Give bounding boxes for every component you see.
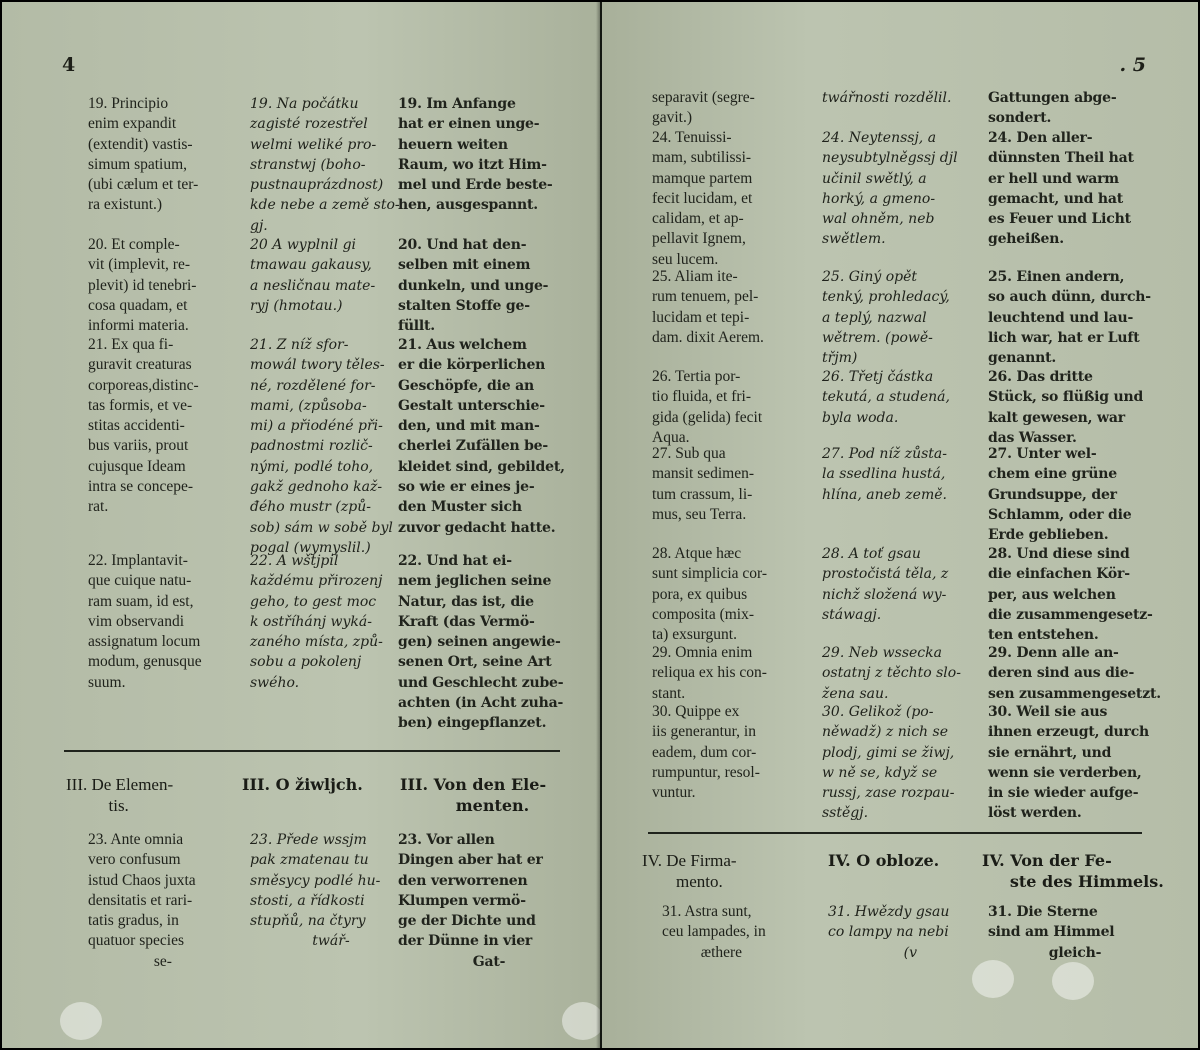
para-21-latin: 21. Ex qua fi- guravit creaturas corporeas,distinc- tas formis, et ve- stitas accidenti- bus variis, prout cujusque Ideam intra se concepe- rat.	[88, 336, 199, 516]
para-19-latin: 19. Principio enim expandit (extendit) vastis- simum spatium, (ubi cælum et ter- ra existunt.)	[88, 95, 199, 214]
para-30-german: 30. Weil sie aus ihnen erzeugt, durch sie ernährt, und wenn sie verderben, in sie wieder aufge- löst werden.	[988, 704, 1150, 822]
para-24-czech: 24. Neytenssj, a neysubtylněgssj djl učinil swětlý, a horký, a gmeno- wal ohněm, neb swětlem.	[822, 130, 958, 248]
book-spread	[2, 2, 1198, 1048]
para-26-latin: 26. Tertia por- tio fluida, et fri- gida (gelida) fecit Aqua.	[652, 368, 763, 446]
para-30-latin: 30. Quippe ex iis generantur, in eadem, dum cor- rumpuntur, resol- vuntur.	[652, 703, 760, 802]
heading-4-latin: IV. De Firma- mento.	[642, 851, 737, 891]
para-19-german: 19. Im Anfange hat er einen unge- heuern weiten Raum, wo itzt Him- mel und Erde beste- hen, ausgespannt.	[398, 96, 553, 214]
para-19-czech: 19. Na počátku zagisté rozestřel welmi weliké pro- stranstwj (boho- pustnauprázdnost) kde nebe a země sto- gj.	[250, 96, 400, 234]
para-24-german: 24. Den aller- dünnsten Theil hat er hell und warm gemacht, und hat es Feuer und Licht geheißen.	[988, 130, 1134, 248]
para-27-latin: 27. Sub qua mansit sedimen- tum crassum, li- mus, seu Terra.	[652, 445, 755, 523]
para-27-czech: 27. Pod níž zůsta- la ssedlina hustá, hlína, aneb země.	[822, 446, 948, 503]
para-25-german: 25. Einen andern, so auch dünn, durch- leuchtend und lau- lich war, hat er Luft genannt.	[988, 269, 1151, 367]
para-31-german: 31. Die Sterne sind am Himmel gleich-	[988, 904, 1115, 961]
para-28-german: 28. Und diese sind die einfachen Kör- per, aus welchen die zusammengesetz- ten entstehen.	[988, 546, 1153, 644]
left-page	[2, 2, 600, 1048]
heading-4-czech: IV. O obloze.	[828, 851, 940, 870]
para-23-czech: 23. Přede wssjm pak zmatenau tu směsycy podlé hu- stosti, a řídkosti stupňů, na čtyry twář-	[250, 832, 381, 950]
para-22-german: 22. Und hat ei- nem jeglichen seine Natur, das ist, die Kraft (das Vermö- gen) seinen angewie- senen Ort, seine Art und Geschlecht zube- achten (in Acht zuha- ben) eingepflanzet.	[398, 553, 564, 732]
para-21-german: 21. Aus welchem er die körperlichen Geschöpfe, die an Gestalt unterschie- den, und mit man- cherlei Zufällen be- kleidet sind, gebildet, so wie er eines je- den Muster sich zuvor gedacht hatte.	[398, 337, 565, 536]
paper-blemish	[562, 1002, 600, 1040]
para-31-czech: 31. Hwězdy gsau co lampy na nebi (v	[828, 904, 950, 961]
right-page	[602, 2, 1198, 1048]
para-23-cont-german: Gattungen abge- sondert.	[988, 90, 1117, 127]
para-28-latin: 28. Atque hæc sunt simplicia cor- pora, ex quibus composita (mix- ta) exsurgunt.	[652, 545, 768, 644]
para-25-latin: 25. Aliam ite- rum tenuem, pel- lucidam et tepi- dam. dixit Aerem.	[652, 268, 764, 346]
para-27-german: 27. Unter wel- chem eine grüne Grundsuppe, der Schlamm, oder die Erde geblieben.	[988, 446, 1132, 544]
para-23-cont-czech: twářnosti rozdělil.	[822, 90, 952, 106]
para-31-latin: 31. Astra sunt, ceu lampades, in æthere	[662, 903, 766, 961]
heading-4-german: IV. Von der Fe- ste des Himmels.	[982, 851, 1164, 891]
section-divider	[648, 832, 1142, 834]
para-26-german: 26. Das dritte Stück, so flüßig und kalt gewesen, war das Wasser.	[988, 369, 1144, 446]
para-22-latin: 22. Implantavit- que cuique natu- ram suam, id est, vim observandi assignatum locum modum, genusque suum.	[88, 552, 202, 691]
para-21-czech: 21. Z níž sfor- mowál twory těles- né, rozdělené for- mami, (způsoba- mi) a přiodéné při- padnostmi rozlič- nými, podlé toho, gakž gednoho kaž- đého mustr (způ- sob) sám w sobě byl pogal (wymyslil.)	[250, 337, 393, 556]
para-23-latin: 23. Ante omnia vero confusum istud Chaos juxta densitatis et rari- tatis gradus, in quatuor species se-	[88, 831, 196, 970]
paper-blemish	[972, 960, 1014, 998]
para-24-latin: 24. Tenuissi- mam, subtilissi- mamque partem fecit lucidam, et calidam, et ap- pellavit Ignem, seu lucem.	[652, 129, 753, 268]
para-22-czech: 22. A wštjpil každému přirozenj geho, to gest moc k ostříhánj wyká- zaného místa, způ- sobu a pokolenj swého.	[250, 553, 383, 691]
para-28-czech: 28. A toť gsau prostočistá těla, z nichž složená wy- stáwagj.	[822, 546, 949, 623]
para-20-latin: 20. Et comple- vit (implevit, re- plevit) id tenebri- cosa quadam, et informi materia.	[88, 236, 197, 335]
paper-blemish	[1052, 962, 1094, 1000]
section-divider	[64, 750, 560, 752]
page-number-right: . 5	[1119, 54, 1146, 76]
para-29-latin: 29. Omnia enim reliqua ex his con- stant.	[652, 644, 767, 702]
para-20-german: 20. Und hat den- selben mit einem dunkeln, und unge- stalten Stoffe ge- füllt.	[398, 237, 549, 335]
para-20-czech: 20 A wyplnil gi tmawau gakausy, a nesličnau mate- ryj (hmotau.)	[250, 237, 376, 314]
para-30-czech: 30. Gelikož (po- něwadž) z nich se plodj, gimi se žiwj, w ně se, když se russj, zase rozpau- sstěgj.	[822, 704, 955, 822]
paper-blemish	[60, 1002, 102, 1040]
para-26-czech: 26. Třetj částka tekutá, a studená, byla woda.	[822, 369, 950, 426]
para-29-german: 29. Denn alle an- deren sind aus die- sen zusammengesetzt.	[988, 645, 1161, 702]
page-number-left: 4	[62, 54, 76, 76]
para-29-czech: 29. Neb wssecka ostatnj z těchto slo- žena sau.	[822, 645, 961, 702]
heading-3-latin: III. De Elemen- tis.	[66, 775, 174, 815]
para-25-czech: 25. Giný opět tenký, prohledacý, a teplý, nazwal wětrem. (powě- třjm)	[822, 269, 950, 367]
para-23-cont-latin: separavit (segre- gavit.)	[652, 89, 755, 127]
heading-3-czech: III. O žiwljch.	[242, 775, 363, 794]
para-23-german: 23. Vor allen Dingen aber hat er den verworrenen Klumpen vermö- ge der Dichte und der Dünne in vier Gat-	[398, 832, 543, 970]
heading-3-german: III. Von den Ele- menten.	[400, 775, 547, 815]
